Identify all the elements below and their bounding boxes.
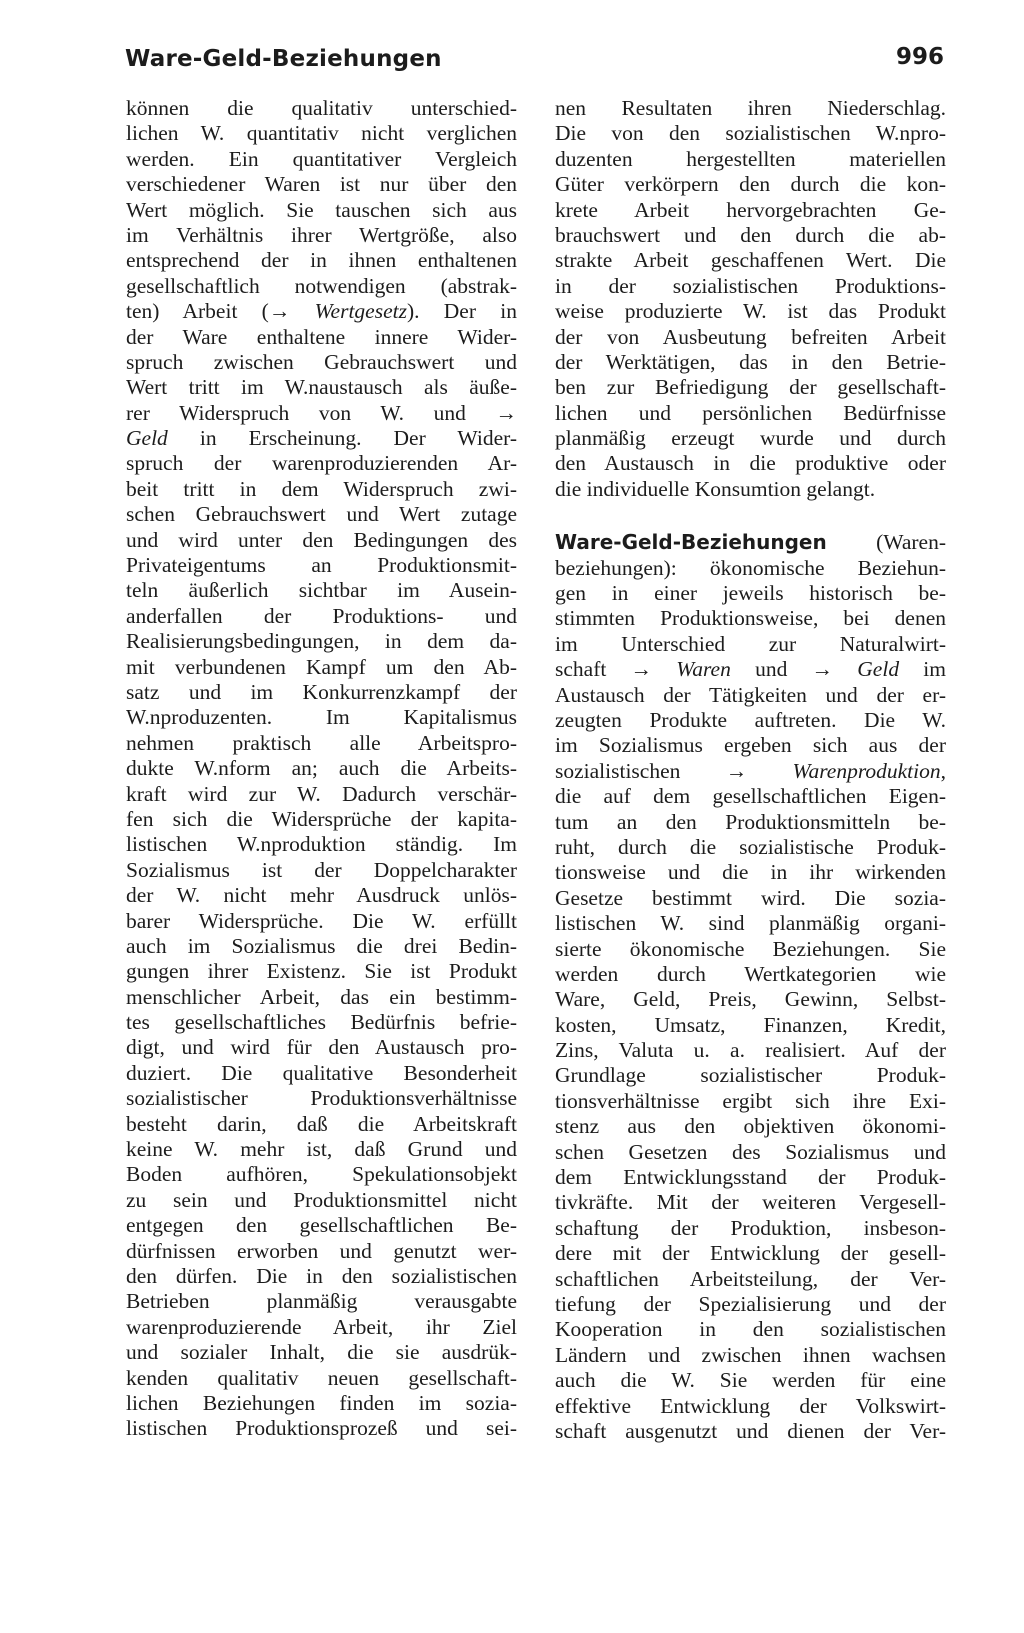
text-line: Austausch der Tätigkeiten und der er- [555, 682, 946, 707]
text-line: mit verbundenen Kampf um den Ab- [126, 654, 517, 679]
text-line: ruht, durch die sozialistische Produk- [555, 834, 946, 859]
text-line: keine W. mehr ist, daß Grund und [126, 1137, 517, 1162]
text-line: strakte Arbeit geschaffenen Wert. Die [555, 248, 946, 273]
text-line: spruch zwischen Gebrauchswert und [126, 349, 517, 374]
text-line: menschlicher Arbeit, das ein bestimm- [126, 984, 517, 1009]
text-line: listischen W.nproduktion ständig. Im [126, 832, 517, 857]
text-line: tiefung der Spezialisierung und der [555, 1291, 946, 1316]
text-line: werden. Ein quantitativer Vergleich [126, 146, 517, 171]
text-line: Gesetze bestimmt wird. Die sozia- [555, 885, 946, 910]
text-line: barer Widersprüche. Die W. erfüllt [126, 908, 517, 933]
text-line: krete Arbeit hervorgebrachten Ge- [555, 197, 946, 222]
text-line: in der sozialistischen Produktions- [555, 273, 946, 298]
text-line: nen Resultaten ihren Niederschlag. [555, 96, 946, 120]
text-line: duzenten hergestellten materiellen [555, 146, 946, 171]
text-line: fen sich die Widersprüche der kapita- [126, 806, 517, 831]
page-number: 996 [895, 44, 944, 70]
running-header-title: Ware-Geld-Beziehungen [125, 46, 442, 72]
text-line: verschiedener Waren ist nur über den [126, 172, 517, 197]
text-line: Wert möglich. Sie tauschen sich aus [126, 197, 517, 222]
text-line: Die von den sozialistischen W.npro- [555, 121, 946, 146]
text-line: und sozialer Inhalt, die sie ausdrük- [126, 1340, 517, 1365]
text-line: den Austausch in die produktive oder [555, 451, 946, 476]
text-line: der Ware enthaltene innere Wider- [126, 324, 517, 349]
text-line: zeugten Produkte auftreten. Die W. [555, 707, 946, 732]
text-line: Sozialismus ist der Doppelcharakter [126, 857, 517, 882]
text-line: effektive Entwicklung der Volkswirt- [555, 1393, 946, 1418]
text-line: dem Entwicklungsstand der Produk- [555, 1165, 946, 1190]
text-line: Kooperation in den sozialistischen [555, 1317, 946, 1342]
text-line: spruch der warenproduzierenden Ar- [126, 451, 517, 476]
text-line: der von Ausbeutung befreiten Arbeit [555, 324, 946, 349]
text-line: Boden aufhören, Spekulationsobjekt [126, 1162, 517, 1187]
text-line: entsprechend der in ihnen enthaltenen [126, 248, 517, 273]
text-line: schaftung der Produktion, insbeson- [555, 1215, 946, 1240]
entry-first-line [555, 530, 946, 555]
text-line: schen Gebrauchswert und Wert zutage [126, 502, 517, 527]
text-line: schaft ausgenutzt und dienen der Ver- [555, 1418, 946, 1443]
text-line: kosten, Umsatz, Finanzen, Kredit, [555, 1012, 946, 1037]
text-line: nehmen praktisch alle Arbeitspro- [126, 730, 517, 755]
text-line: Privateigentums an Produktionsmit- [126, 553, 517, 578]
entry-first-line-rest: (Waren- [826, 530, 946, 555]
text-line: den dürfen. Die in den sozialistischen [126, 1263, 517, 1288]
text-line: lichen W. quantitativ nicht verglichen [126, 121, 517, 146]
text-line: schaftlichen Arbeitsteilung, der Ver- [555, 1266, 946, 1291]
text-line: warenproduzierende Arbeit, ihr Ziel [126, 1314, 517, 1339]
text-line: lichen Beziehungen finden im sozia- [126, 1390, 517, 1415]
text-line: der W. nicht mehr Ausdruck unlös- [126, 883, 517, 908]
text-line: entgegen den gesellschaftlichen Be- [126, 1213, 517, 1238]
text-line: sozialistischen → Warenproduktion, [555, 758, 946, 783]
text-line: tionsverhältnisse ergibt sich ihre Exi- [555, 1088, 946, 1113]
text-line: weise produzierte W. ist das Produkt [555, 299, 946, 324]
left-column [126, 96, 517, 1442]
text-line: stenz aus den objektiven ökonomi- [555, 1114, 946, 1139]
text-line: digt, und wird für den Austausch pro- [126, 1035, 517, 1060]
text-line: gesellschaftlich notwendigen (abstrak- [126, 273, 517, 298]
text-line: Wert tritt im W.naustausch als äuße- [126, 375, 517, 400]
text-line: listischen W. sind planmäßig organi- [555, 911, 946, 936]
text-line: lichen und persönlichen Bedürfnisse [555, 400, 946, 425]
text-line: im Unterschied zur Naturalwirt- [555, 631, 946, 656]
text-line: gen in einer jeweils historisch be- [555, 581, 946, 606]
text-line: tionsweise und die in ihr wirkenden [555, 860, 946, 885]
text-line: auch im Sozialismus die drei Bedin- [126, 933, 517, 958]
text-line: stimmten Produktionsweise, bei denen [555, 606, 946, 631]
right-column [555, 96, 946, 1444]
text-line: teln äußerlich sichtbar im Ausein- [126, 578, 517, 603]
text-line: satz und im Konkurrenzkampf der [126, 679, 517, 704]
text-line: planmäßig erzeugt wurde und durch [555, 426, 946, 451]
text-line: schen Gesetzen des Sozialismus und [555, 1139, 946, 1164]
text-line: duziert. Die qualitative Besonderheit [126, 1060, 517, 1085]
text-line: können die qualitativ unterschied- [126, 96, 517, 120]
text-line: sozialistischer Produktionsverhältnisse [126, 1086, 517, 1111]
text-line: ten) Arbeit (→ Wertgesetz). Der in [126, 299, 517, 324]
text-line: anderfallen der Produktions- und [126, 603, 517, 628]
text-line: Güter verkörpern den durch die kon- [555, 172, 946, 197]
text-line: Grundlage sozialistischer Produk- [555, 1063, 946, 1088]
entry-body [555, 556, 946, 1445]
text-line: Realisierungsbedingungen, in dem da- [126, 629, 517, 654]
text-line: die auf dem gesellschaftlichen Eigen- [555, 784, 946, 809]
text-line: Ländern und zwischen ihnen wachsen [555, 1342, 946, 1367]
text-line: brauchswert und den durch die ab- [555, 222, 946, 247]
text-line: listischen Produktionsprozeß und sei- [126, 1416, 517, 1441]
text-line: gungen ihrer Existenz. Sie ist Produkt [126, 959, 517, 984]
text-line: tes gesellschaftliches Bedürfnis befrie- [126, 1010, 517, 1035]
text-line: besteht darin, daß die Arbeitskraft [126, 1111, 517, 1136]
text-line: ben zur Befriedigung der gesellschaft- [555, 375, 946, 400]
entry-headword: Ware-Geld-Beziehungen [555, 530, 827, 555]
text-line: Zins, Valuta u. a. realisiert. Auf der [555, 1038, 946, 1063]
text-line: tum an den Produktionsmitteln be- [555, 809, 946, 834]
text-line: sierte ökonomische Beziehungen. Sie [555, 936, 946, 961]
text-line: kraft wird zur W. Dadurch verschär- [126, 781, 517, 806]
text-line: kenden qualitativ neuen gesellschaft- [126, 1365, 517, 1390]
entry-spacer [555, 502, 946, 530]
text-line: beziehungen): ökonomische Beziehun- [555, 555, 946, 580]
text-line: dukte W.nform an; auch die Arbeits- [126, 756, 517, 781]
text-line: die individuelle Konsumtion gelangt. [555, 476, 876, 501]
text-line: schaft → Waren und → Geld im [555, 657, 946, 682]
text-line: tivkräfte. Mit der weiteren Vergesell- [555, 1190, 946, 1215]
text-line: W.nproduzenten. Im Kapitalismus [126, 705, 517, 730]
continued-entry-text [555, 96, 946, 502]
text-line: der Werktätigen, das in den Betrie- [555, 349, 946, 374]
text-line: im Verhältnis ihrer Wertgröße, also [126, 222, 517, 247]
text-line: zu sein und Produktionsmittel nicht [126, 1187, 517, 1212]
text-line: beit tritt in dem Widerspruch zwi- [126, 476, 517, 501]
text-line: Ware, Geld, Preis, Gewinn, Selbst- [555, 987, 946, 1012]
text-line: und wird unter den Bedingungen des [126, 527, 517, 552]
text-line: im Sozialismus ergeben sich aus der [555, 733, 946, 758]
text-line: rer Widerspruch von W. und → [126, 400, 517, 425]
text-line: werden durch Wertkategorien wie [555, 961, 946, 986]
text-line: auch die W. Sie werden für eine [555, 1368, 946, 1393]
text-line: Betrieben planmäßig verausgabte [126, 1289, 517, 1314]
text-line: dere mit der Entwicklung der gesell- [555, 1241, 946, 1266]
text-line: Geld in Erscheinung. Der Wider- [126, 426, 517, 451]
text-line: dürfnissen erworben und genutzt wer- [126, 1238, 517, 1263]
